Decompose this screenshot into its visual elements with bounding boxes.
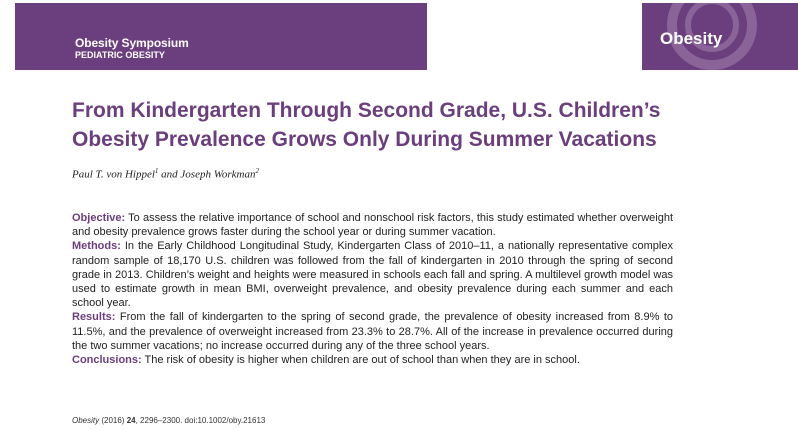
objective-label: Objective: (72, 212, 126, 224)
title-line-1: From Kindergarten Through Second Grade, U.S. Children’s (72, 99, 661, 122)
objective-text: To assess the relative importance of school and nonschool risk factors, this study estimated whether overweight and obesity prevalence grows faster during the school year or during summer vacation. (72, 212, 673, 239)
affiliation-marker: 2 (255, 167, 259, 175)
methods-paragraph (72, 239, 673, 310)
methods-label: Methods: (72, 240, 121, 253)
author-list (72, 167, 259, 181)
citation-volume: 24 (126, 416, 136, 425)
methods-text: In the Early Childhood Longitudinal Study, Kindergarten Class of 2010–11, a nationally representative complex random sample of 18,170 U.S. children was followed from the fall of kindergarten in 2010 through the spring of second grade in 2013. Children’s weight and heights were measured in schools each fall and spring. A multilevel growth model was used to estimate growth in mean BMI, overweight prevalence, and obesity prevalence during each summer and each school year. (72, 240, 673, 310)
citation-journal: Obesity (72, 416, 100, 425)
conclusions-label: Conclusions: (72, 354, 142, 367)
symposium-subtitle: PEDIATRIC OBESITY (75, 50, 165, 60)
results-paragraph (72, 310, 673, 353)
citation (72, 416, 265, 425)
citation-year: (2016) (99, 416, 127, 425)
author-name: Joseph Workman (180, 168, 256, 181)
symposium-title: Obesity Symposium (75, 36, 189, 50)
abstract (72, 211, 673, 367)
author-separator: and (158, 168, 181, 181)
results-text: From the fall of kindergarten to the spring of second grade, the prevalence of obesity increased from 8.9% to 11.5%, and the prevalence of overweight increased from 23.3% to 28.7%. All of the increase in prevalence occurred during the two summer vacations; no increase occurred during any of the three school years. (72, 311, 673, 352)
conclusions-paragraph (72, 353, 673, 367)
article-title (72, 96, 762, 154)
affiliation-marker: 1 (154, 167, 159, 175)
journal-name: Obesity (660, 29, 723, 48)
journal-tab (642, 3, 798, 70)
author-name: Paul T. von Hippel (72, 168, 155, 181)
conclusions-text: The risk of obesity is higher when children are out of school than when they are in school. (141, 354, 580, 367)
symposium-banner (15, 3, 427, 70)
results-label: Results: (72, 311, 116, 324)
title-line-2: Obesity Prevalence Grows Only During Summer Vacations (72, 128, 657, 151)
objective-paragraph (72, 211, 673, 239)
citation-pages-doi: , 2296–2300. doi:10.1002/oby.21613 (135, 416, 266, 425)
